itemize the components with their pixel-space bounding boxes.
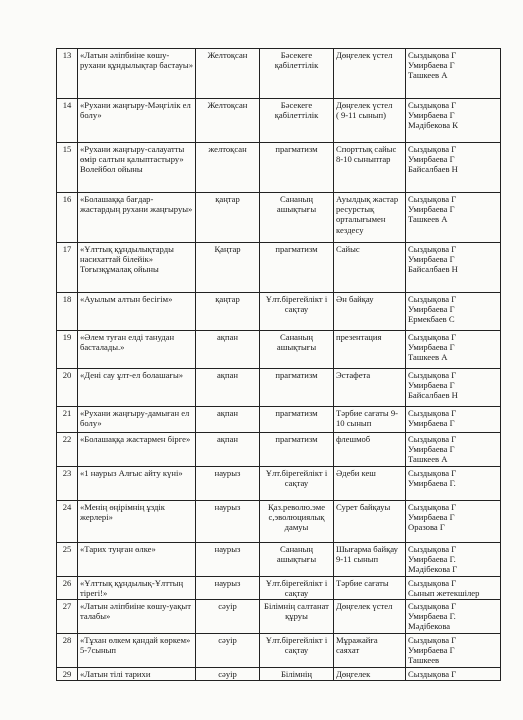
event-form: Ауылдық жастар ресурстық орталығымен кездесу [334,193,406,243]
event-responsible: Сыздықова Г Умирбаева Г Мәдібекова К [406,99,501,143]
event-name: «1 наурыз Алғыс айту күні» [78,466,196,500]
event-month: наурыз [196,500,260,542]
event-month: сәуір [196,668,260,681]
event-name: «Болашаққа жастармен бірге» [78,433,196,467]
row-number: 20 [57,369,78,407]
table-row [57,576,501,599]
event-name: «Рухани жаңғыру-дамыған ел болу» [78,407,196,433]
row-number: 15 [57,143,78,193]
event-name: «Рухани жаңғыру-салауатты өмір салтын қалыптастыру» Волейбол ойыны [78,143,196,193]
event-name: «Әлем туған елді танудан басталады.» [78,331,196,369]
event-value: прагматизм [260,433,334,467]
event-form: Тәрбие сағаты [334,576,406,599]
events-table-body [57,49,501,681]
event-responsible: Сыздықова Г Сынып жетекшілер [406,576,501,599]
event-responsible: Сыздықова Г Умирбаева Г Ермекбаев С [406,293,501,331]
event-value: Сананың ашықтығы [260,542,334,576]
event-value: Білімнің [260,668,334,681]
event-month: ақпан [196,407,260,433]
event-responsible: Сыздықова Г Умирбаева Г [406,407,501,433]
row-number: 23 [57,466,78,500]
row-number: 18 [57,293,78,331]
event-form: Шығарма байқау 9-11 сынып [334,542,406,576]
table-row [57,500,501,542]
event-responsible: Сыздықова Г Умирбаева Г Байсалбаев Н [406,243,501,293]
event-form: Дөңгелек үстел [334,600,406,634]
table-row [57,668,501,681]
event-month: желтоқсан [196,143,260,193]
event-name: «Тұхан өлкем қандай көркем» 5-7сынып [78,634,196,668]
row-number: 19 [57,331,78,369]
row-number: 13 [57,49,78,99]
event-form: Дөңгелек үстел ( 9-11 сынып) [334,99,406,143]
row-number: 17 [57,243,78,293]
event-value: Ұлт.бірегейлікт і сақтау [260,576,334,599]
event-value: прагматизм [260,243,334,293]
event-month: Желтоқсан [196,49,260,99]
event-value: Сананың ашықтығы [260,193,334,243]
event-value: Ұлт.бірегейлікт і сақтау [260,634,334,668]
event-responsible: Сыздықова Г Умирбаева Г Ташкеев А [406,49,501,99]
event-form: Эстафета [334,369,406,407]
row-number: 14 [57,99,78,143]
event-value: Сананың ашықтығы [260,331,334,369]
event-form: Дөңгелек үстел [334,49,406,99]
event-month: Желтоқсан [196,99,260,143]
event-month: ақпан [196,369,260,407]
event-form: Мұражайға саяхат [334,634,406,668]
event-responsible: Сыздықова Г Умирбаева Г. Мәдібекова Г [406,542,501,576]
event-responsible: Сыздықова Г Умирбаева Г Байсалбаев Н [406,369,501,407]
event-month: наурыз [196,576,260,599]
event-value: Ұлт.бірегейлікт і сақтау [260,466,334,500]
event-month: қаңтар [196,193,260,243]
table-row [57,369,501,407]
table-row [57,99,501,143]
event-responsible: Сыздықова Г Умирбаева Г Ташкеев А [406,433,501,467]
row-number: 25 [57,542,78,576]
event-name: «Менің өңірімнің ұздік жерлері» [78,500,196,542]
event-name: «Ұлттық құндылық-Ұлттың тірегі!» [78,576,196,599]
event-name: «Ауылым алтын бесігім» [78,293,196,331]
event-form: флешмоб [334,433,406,467]
row-number: 22 [57,433,78,467]
event-name: «Болашаққа бағдар-жастардың рухани жаңғыруы» [78,193,196,243]
event-value: Білімнің салтанат құруы [260,600,334,634]
event-month: ақпан [196,331,260,369]
table-row [57,143,501,193]
row-number: 21 [57,407,78,433]
event-month: Қаңтар [196,243,260,293]
event-responsible: Сыздықова Г Умирбаева Г Байсалбаев Н [406,143,501,193]
event-form: Сурет байқауы [334,500,406,542]
event-responsible: Сыздықова Г Умирбаева Г Ташкеев [406,634,501,668]
row-number: 16 [57,193,78,243]
event-month: сәуір [196,634,260,668]
event-month: наурыз [196,542,260,576]
event-form: Тәрбие сағаты 9-10 сынып [334,407,406,433]
event-form: Спорттық сайыс 8-10 сыныптар [334,143,406,193]
event-form: Әдеби кеш [334,466,406,500]
event-name: «Ұлттық құндылықтарды насихаттай білейік» Тоғызқұмалақ ойыны [78,243,196,293]
event-value: прагматизм [260,143,334,193]
event-responsible: Сыздықова Г Умирбаева Г Оразова Г [406,500,501,542]
event-value: прагматизм [260,407,334,433]
event-name: «Тарих туңған өлке» [78,542,196,576]
event-value: Бәсекеге қабілеттілік [260,99,334,143]
table-row [57,407,501,433]
event-responsible: Сыздықова Г [406,668,501,681]
row-number: 24 [57,500,78,542]
row-number: 29 [57,668,78,681]
event-month: наурыз [196,466,260,500]
event-responsible: Сыздықова Г Умирбаева Г. Мәдібекова [406,600,501,634]
row-number: 28 [57,634,78,668]
table-row [57,49,501,99]
event-form: презентация [334,331,406,369]
table-row [57,466,501,500]
event-name: «Латын тілі тарихи [78,668,196,681]
row-number: 27 [57,600,78,634]
event-value: Қаз.револю.эме с,эволюциялық дамуы [260,500,334,542]
event-name: «Рухани жаңғыру-Мәңгілік ел болу» [78,99,196,143]
event-month: сәуір [196,600,260,634]
table-row [57,243,501,293]
event-name: «Латын әліпбиіне көшу-уақыт талабы» [78,600,196,634]
table-row [57,542,501,576]
table-row [57,600,501,634]
table-row [57,193,501,243]
event-responsible: Сыздықова Г Умирбаева Г Ташкеев А [406,193,501,243]
event-form: Сайыс [334,243,406,293]
table-row [57,293,501,331]
event-responsible: Сыздықова Г Умирбаева Г. [406,466,501,500]
event-value: Бәсекеге қабілеттілік [260,49,334,99]
event-name: «Латын әліпбиіне көшу-рухани құндылықтар бастауы» [78,49,196,99]
event-responsible: Сыздықова Г Умирбаева Г Ташкеев А [406,331,501,369]
table-row [57,331,501,369]
row-number: 26 [57,576,78,599]
event-month: қаңтар [196,293,260,331]
table-row [57,634,501,668]
event-form: Дөңгелек [334,668,406,681]
event-name: «Дені сау ұлт-ел болашағы» [78,369,196,407]
event-month: ақпан [196,433,260,467]
event-value: Ұлт.бірегейлікт і сақтау [260,293,334,331]
event-value: прагматизм [260,369,334,407]
event-form: Ән байқау [334,293,406,331]
table-row [57,433,501,467]
events-table [56,48,501,681]
